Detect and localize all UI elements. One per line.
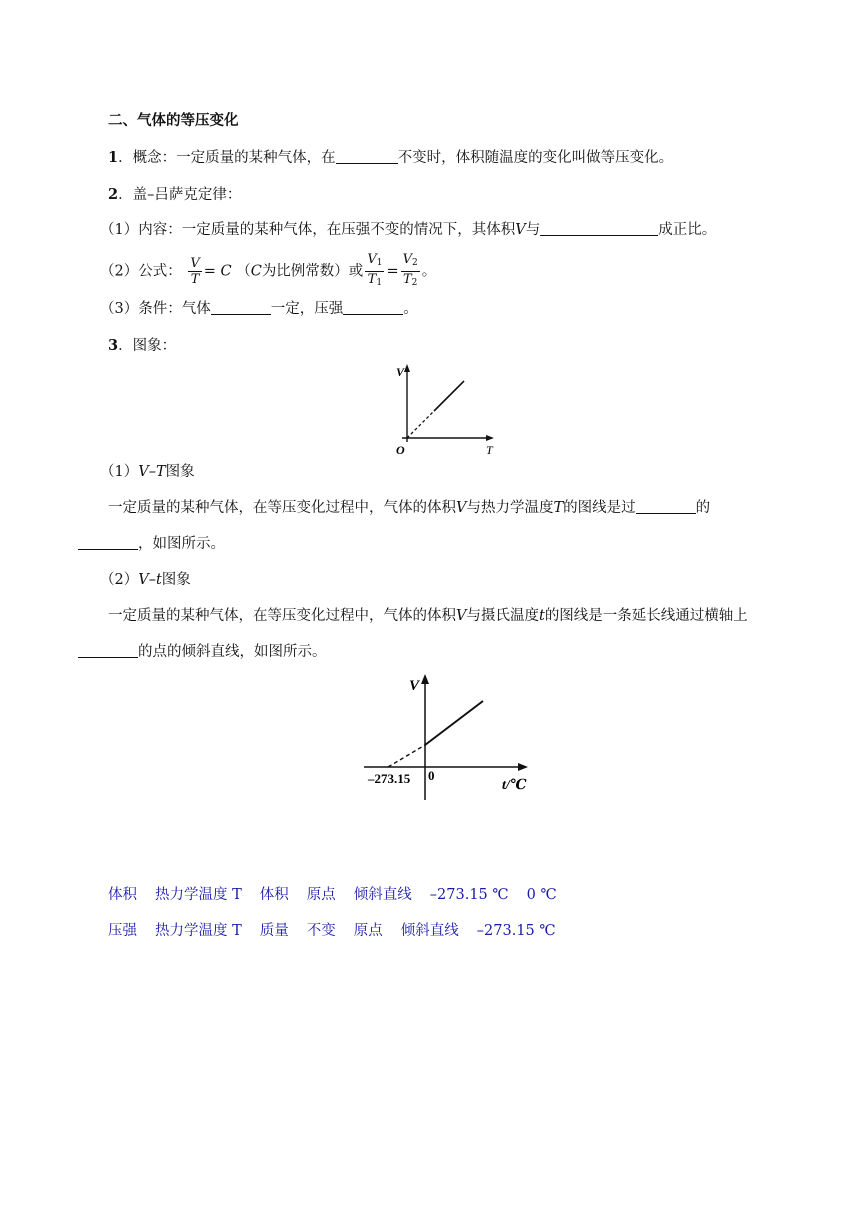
graph-v-celsius — [362, 670, 534, 804]
blank-3[interactable] — [211, 300, 271, 315]
vt2-heading — [100, 570, 191, 590]
vt1-text-v: V — [456, 500, 467, 516]
vt1-text-end: 的 — [695, 500, 711, 516]
answer-1-4: 原点 — [306, 887, 336, 903]
graph-v-t — [390, 362, 502, 458]
vt1-label: V–T — [138, 464, 166, 480]
fraction-v-over-t: $\frac{V}{T}$ — [190, 256, 200, 287]
c-var: C — [250, 263, 262, 280]
vt2-text2-end: 的点的倾斜直线，如图所示。 — [138, 644, 327, 660]
vt1-text-t: T — [553, 500, 564, 516]
vt2-text-v: V — [456, 608, 467, 624]
graph2-y-arrow-icon — [421, 674, 429, 684]
graph2-y-label: V — [409, 678, 420, 694]
vt1-text-line2 — [78, 534, 225, 554]
item-3-number: 3 — [108, 337, 119, 354]
answer-row-1 — [108, 885, 575, 905]
item-2-2-prefix: （2）公式： — [100, 263, 182, 280]
item-1-post-text: 不变时，体积随温度的变化叫做等压变化。 — [397, 150, 674, 166]
answer-1-7: 0 ℃ — [526, 887, 557, 903]
item-2-3-end: 。 — [403, 301, 418, 317]
equals-sign: = — [386, 263, 399, 280]
blank-4[interactable] — [343, 300, 403, 315]
vt1-text-post: 的图线是过 — [563, 500, 636, 516]
section-title: 二、气体的等压变化 — [108, 113, 239, 129]
graph2-x-label: t/℃ — [502, 778, 527, 793]
item-2-1-prefix: （1）内容：一定质量的某种气体，在压强不变的情况下，其体积 — [100, 222, 516, 238]
vt1-suffix: 图象 — [165, 464, 195, 480]
vt2-text-line1 — [108, 606, 748, 626]
item-2-1-content — [100, 220, 716, 240]
graph2-neg-label: –273.15 — [368, 771, 411, 786]
graph2-dashed-line — [388, 745, 425, 767]
blank-1[interactable] — [336, 149, 398, 164]
item-2-title-text: ．盖–吕萨克定律： — [118, 187, 242, 203]
graph2-zero-label: 0 — [428, 768, 435, 783]
fraction-v1-over-t1: $\frac{V_1}{T_1}$ — [367, 252, 383, 288]
answer-row-2 — [108, 921, 574, 941]
graph1-y-label: V — [396, 365, 405, 379]
answer-1-2: 热力学温度 T — [155, 887, 242, 903]
item-2-3-condition — [100, 299, 418, 319]
item-2-2-formula — [100, 252, 436, 291]
vt1-text-line1 — [108, 498, 710, 518]
item-3-title — [108, 336, 176, 356]
item-2-1-post: 成正比。 — [658, 222, 717, 238]
item-2-3-mid: 一定，压强 — [270, 301, 344, 317]
fraction-v2-over-t2: $\frac{V_2}{T_2}$ — [402, 252, 418, 288]
item-2-title — [108, 185, 241, 205]
vt1-text-mid: 与热力学温度 — [466, 500, 554, 516]
item-2-3-prefix: （3）条件：气体 — [100, 301, 211, 317]
item-1-concept — [108, 148, 673, 168]
paren-rest: 为比例常数）或 — [261, 263, 364, 280]
blank-2[interactable] — [540, 221, 658, 236]
graph1-y-arrow-icon — [404, 364, 410, 372]
vt1-text2-end: ，如图所示。 — [138, 536, 225, 552]
item-3-title-text: ．图象： — [118, 338, 177, 354]
vt1-prefix: （1） — [100, 464, 139, 480]
answer-2-7: –273.15 ℃ — [476, 923, 556, 939]
answer-1-3: 体积 — [259, 887, 289, 903]
blank-7[interactable] — [78, 643, 138, 658]
vt2-text-line2 — [78, 642, 327, 662]
vt1-text-pre: 一定质量的某种气体，在等压变化过程中，气体的体积 — [108, 500, 456, 516]
equals-c: = C — [203, 263, 232, 280]
vt2-label: V–t — [138, 572, 162, 588]
vt2-text-t: t — [538, 608, 545, 624]
answer-2-2: 热力学温度 T — [155, 923, 242, 939]
graph1-solid-line — [434, 381, 464, 411]
graph1-origin-label: O — [396, 443, 405, 457]
answer-1-1: 体积 — [108, 887, 137, 903]
vt2-suffix: 图象 — [161, 572, 191, 588]
vt2-text-post: 的图线是一条延长线通过横轴上 — [544, 608, 748, 624]
graph1-x-arrow-icon — [486, 435, 494, 441]
item-2-number: 2 — [108, 186, 119, 203]
answer-2-1: 压强 — [108, 923, 137, 939]
item-1-pre-text: ．概念：一定质量的某种气体，在 — [118, 150, 336, 166]
graph2-solid-line — [425, 701, 483, 745]
answer-2-3: 质量 — [259, 923, 289, 939]
answer-2-4: 不变 — [306, 923, 336, 939]
graph1-x-label: T — [486, 443, 493, 457]
graph2-x-arrow-icon — [518, 763, 528, 771]
blank-5[interactable] — [636, 499, 696, 514]
answer-2-6: 倾斜直线 — [400, 923, 459, 939]
answer-2-5: 原点 — [353, 923, 383, 939]
answer-1-6: –273.15 ℃ — [429, 887, 509, 903]
vt1-heading — [100, 462, 195, 482]
answer-1-5: 倾斜直线 — [353, 887, 412, 903]
vt2-prefix: （2） — [100, 572, 139, 588]
item-1-number: 1 — [108, 149, 119, 166]
item-2-1-mid: 与 — [525, 222, 541, 238]
formula-end: 。 — [421, 263, 437, 280]
item-2-1-var: V — [515, 222, 526, 238]
graph1-dashed-line — [407, 411, 434, 438]
vt2-text-pre: 一定质量的某种气体，在等压变化过程中，气体的体积 — [108, 608, 456, 624]
blank-6[interactable] — [78, 535, 138, 550]
vt2-text-mid: 与摄氏温度 — [466, 608, 539, 624]
paren-open: （ — [236, 263, 251, 280]
